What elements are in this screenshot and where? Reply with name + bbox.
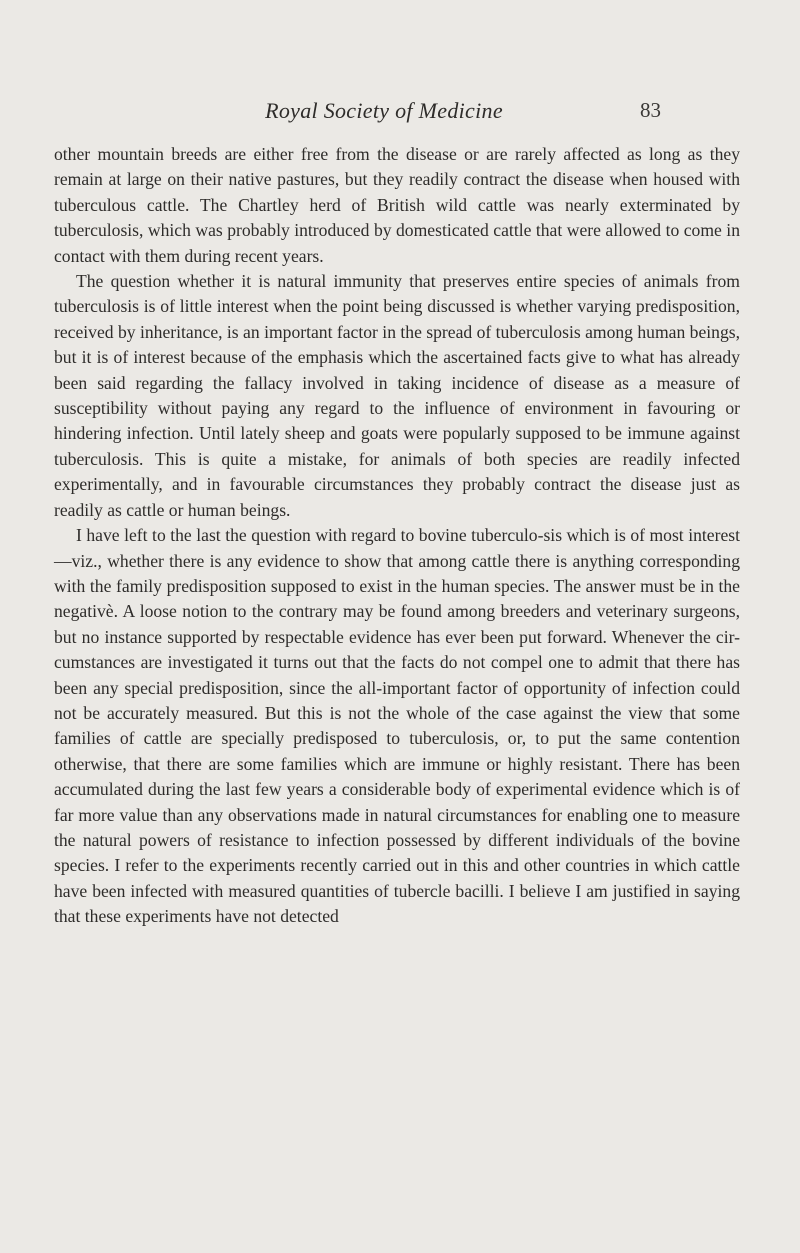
running-head xyxy=(0,98,800,128)
paragraph-3: I have left to the last the question with regard to bovine tuberculo-sis which is of most interest—viz., whether there is any evidence to show that among cattle there is anything corresponding with the family predisposition supposed to exist in the human species. The answer must be in the negativè. A loose notion to the contrary may be found among breeders and veterinary surgeons, but no instance supported by respectable evidence has ever been put forward. Whenever the cir-cumstances are investigated it turns out that the facts do not compel one to admit that there has been any special predisposition, since the all-important factor of opportunity of infection could not be accurately measured. But this is not the whole of the case against the view that some families of cattle are specially predisposed to tuberculosis, or, to put the same contention otherwise, that there are some families which are immune or highly resistant. There has been accumulated during the last few years a considerable body of experimental evidence which is of far more value than any observations made in natural circumstances for enabling one to measure the natural powers of resistance to infection possessed by different individuals of the bovine species. I refer to the experiments recently carried out in this and other countries in which cattle have been infected with measured quantities of tubercle bacilli. I believe I am justified in saying that these experiments have not detected xyxy=(54,525,740,927)
page-number: 83 xyxy=(640,98,661,122)
paragraph-1: other mountain breeds are either free from the disease or are rarely affected as long as they remain at large on their native pastures, but they readily contract the disease when housed with tuberculous cattle. The Chartley herd of British wild cattle was nearly exterminated by tuberculosis, which was probably introduced by domesticated cattle that were allowed to come in contact with them during recent years. xyxy=(54,144,740,266)
running-title: Royal Society of Medicine xyxy=(265,98,503,123)
body-text xyxy=(54,142,740,930)
paragraph-2: The question whether it is natural immunity that preserves entire species of animals from tuberculosis is of little interest when the point being discussed is whether varying predisposition, received by inheritance, is an important factor in the spread of tuberculosis among human beings, but it is of interest because of the emphasis which the ascertained facts give to what has already been said regarding the fallacy involved in taking incidence of disease as a measure of susceptibility without paying any regard to the influence of environment in favouring or hindering infection. Until lately sheep and goats were popularly supposed to be immune against tuberculosis. This is quite a mistake, for animals of both species are readily infected experimentally, and in favourable circumstances they probably contract the disease just as readily as cattle or human beings. xyxy=(54,271,740,520)
